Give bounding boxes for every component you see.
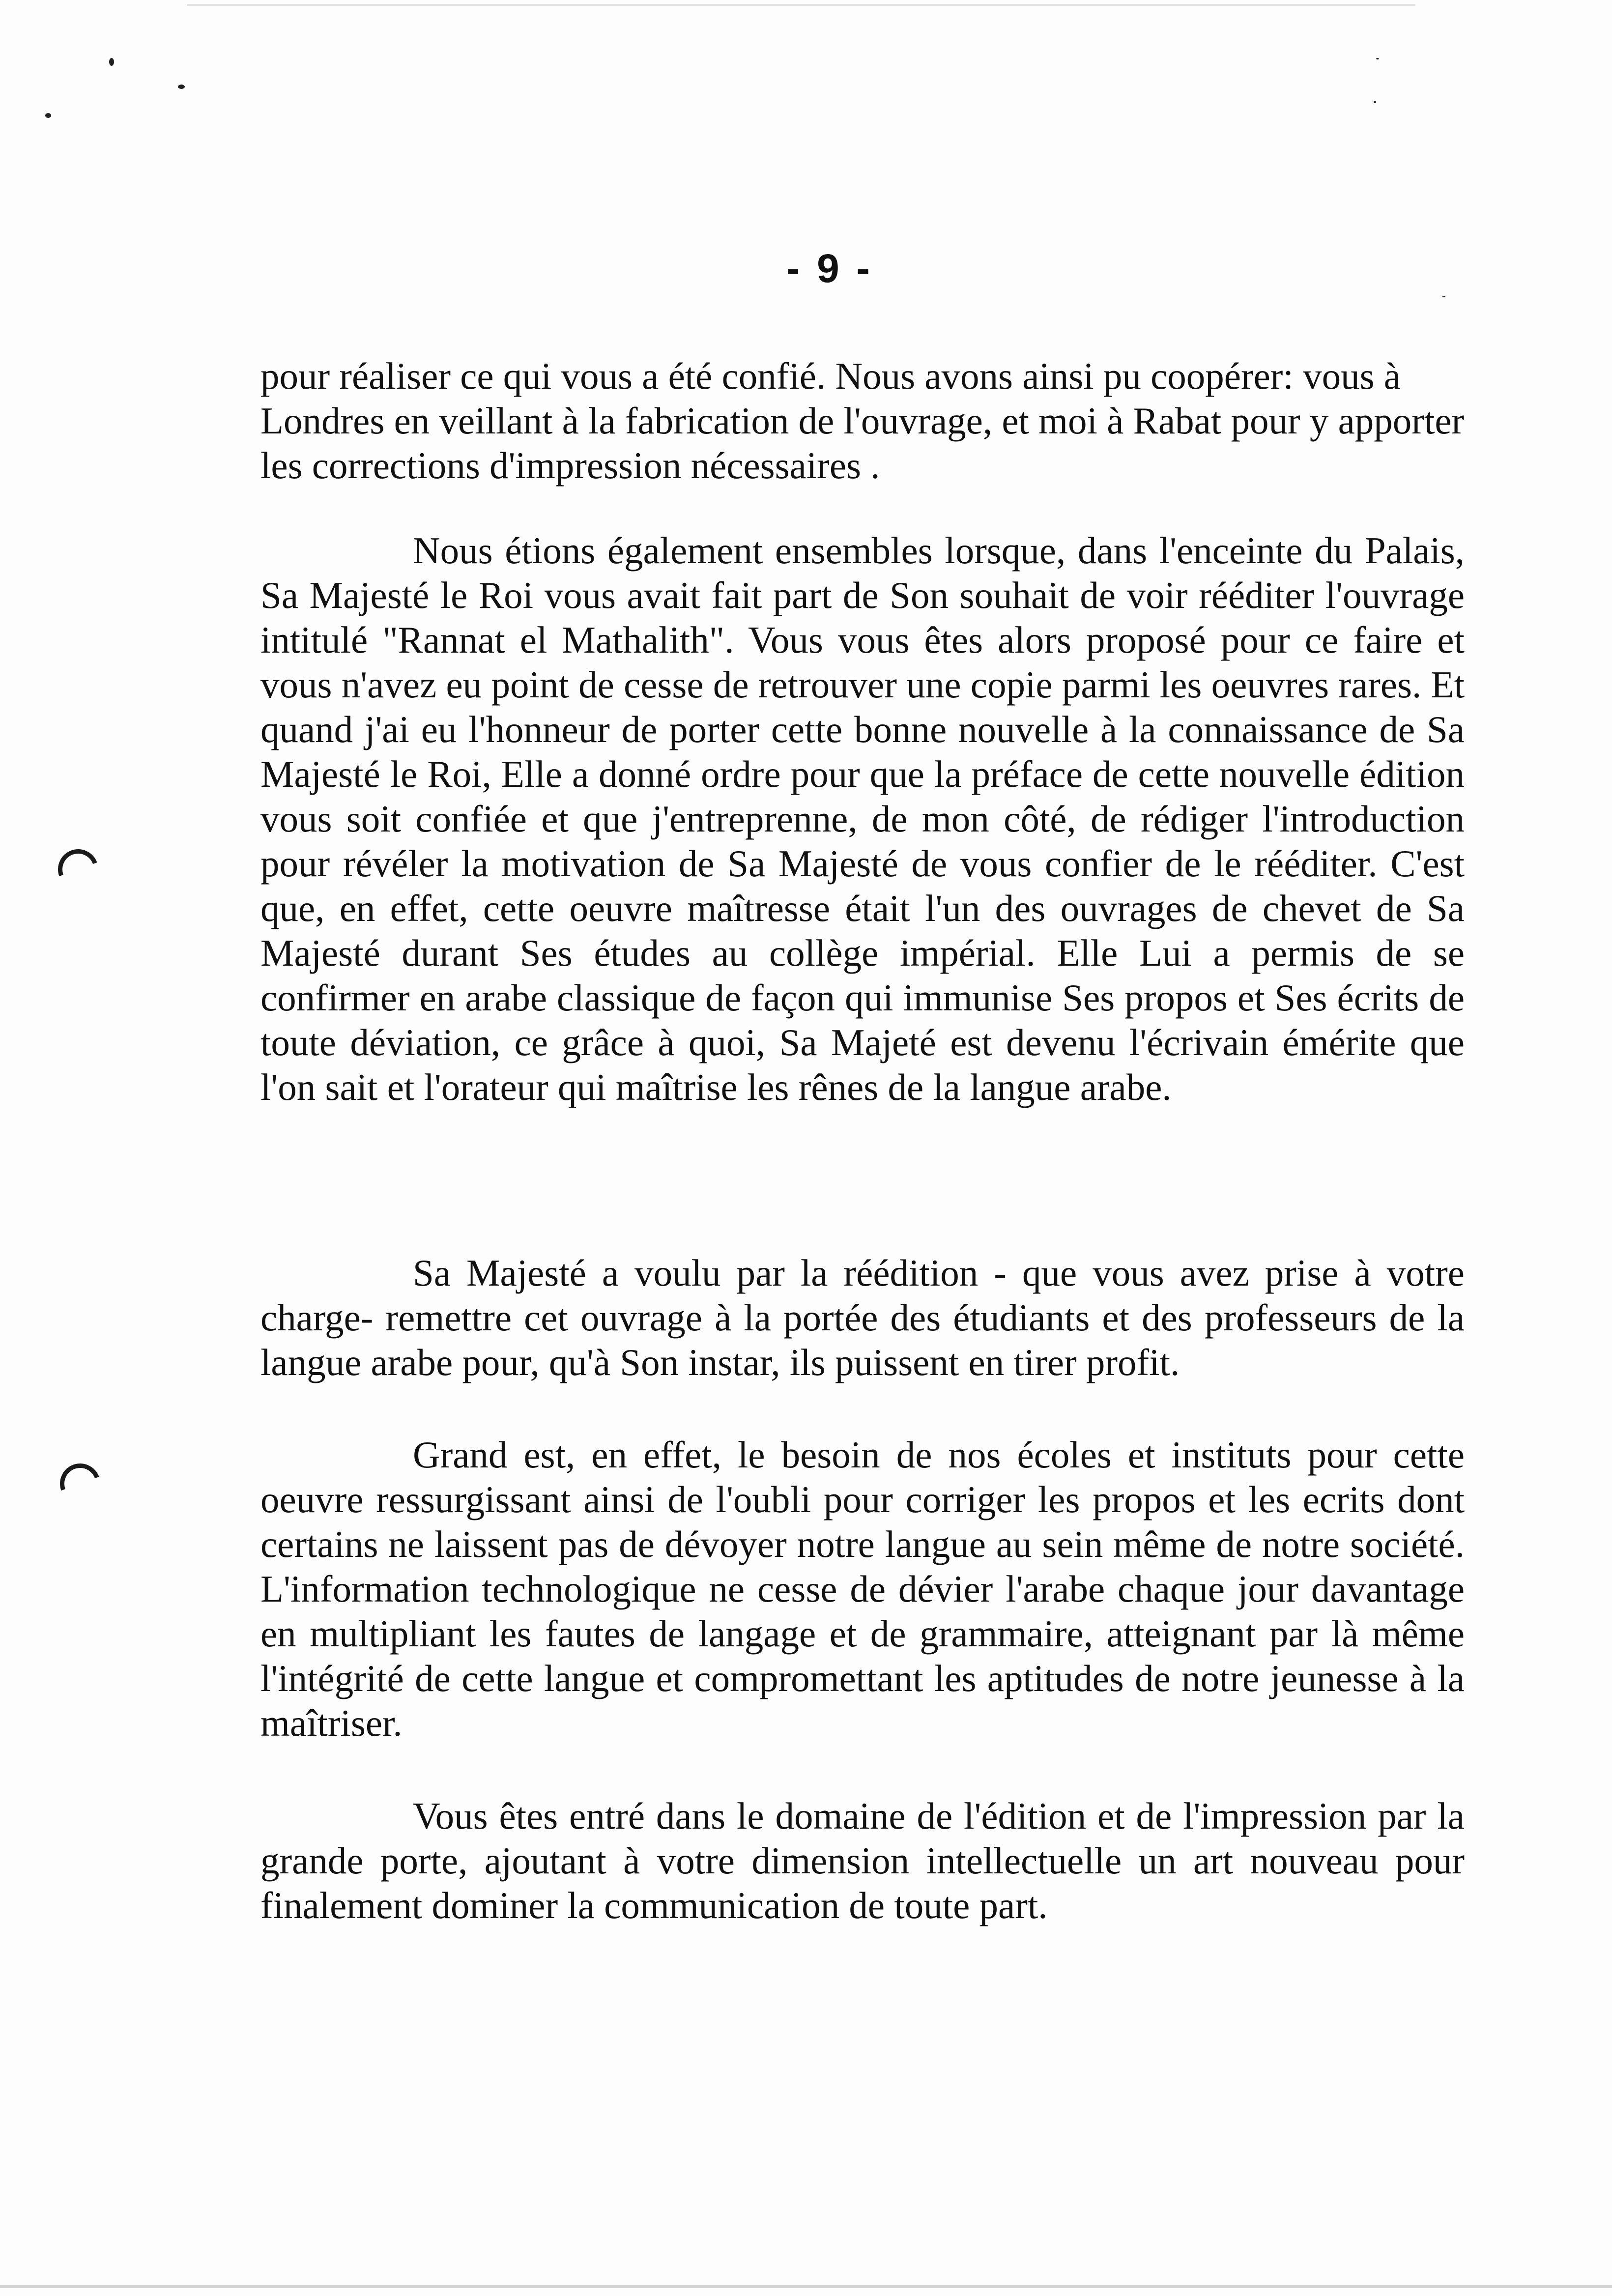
scan-speck	[109, 58, 114, 66]
page-number: - 9 -	[786, 246, 873, 291]
paragraph-4: Grand est, en effet, le besoin de nos écoles et instituts pour cette oeuvre ressurgissant ainsi de l'oubli pour corriger les propos et les ecrits dont certains ne laissent pas de dévoyer notre langue au sein même de notre société. L'information technologique ne cesse de dévier l'arabe chaque jour davantage en multipliant les fautes de langage et de grammaire, atteignant par là même l'intégrité de cette langue et compromettant les aptitudes de notre jeunesse à la maîtriser.	[260, 1434, 1465, 1744]
scan-edge-bottom	[0, 2285, 1612, 2288]
paragraph-5: Vous êtes entré dans le domaine de l'édition et de l'impression par la grande porte, ajoutant à votre dimension intellectuelle un art nouveau pour finalement dominer la communication de toute part.	[260, 1795, 1465, 1926]
scan-speck	[1374, 101, 1376, 103]
scan-speck	[178, 85, 185, 89]
paragraph-1: pour réaliser ce qui vous a été confié. Nous avons ainsi pu coopérer: vous à Londres en veillant à la fabrication de l'ouvrage, et moi à Rabat pour y apporter les corrections d'impression nécessaires .	[260, 355, 1465, 487]
scan-speck	[45, 113, 51, 118]
scan-speck	[1442, 296, 1445, 297]
paragraph-2: Nous étions également ensembles lorsque, dans l'enceinte du Palais, Sa Majesté le Roi vous avait fait part de Son souhait de voir rééditer l'ouvrage intitulé "Rannat el Mathalith". Vous vous êtes alors proposé pour ce faire et vous n'avez eu point de cesse de retrouver une copie parmi les oeuvres rares. Et quand j'ai eu l'honneur de porter cette bonne nouvelle à la connaissance de Sa Majesté le Roi, Elle a donné ordre pour que la préface de cette nouvelle édition vous soit confiée et que j'entreprenne, de mon côté, de rédiger l'introduction pour révéler la motivation de Sa Majesté de vous confier de le rééditer. C'est que, en effet, cette oeuvre maîtresse était l'un des ouvrages de chevet de Sa Majesté durant Ses études au collège impérial. Elle Lui a permis de se confirmer en arabe classique de façon qui immunise Ses propos et Ses écrits de toute déviation, ce grâce à quoi, Sa Majeté est devenu l'écrivain émérite que l'on sait et l'orateur qui maîtrise les rênes de la langue arabe.	[260, 529, 1465, 1108]
punch-hole-mark	[54, 1457, 107, 1511]
scan-edge-top	[187, 4, 1415, 6]
punch-hole-mark	[52, 843, 105, 896]
paragraph-3: Sa Majesté a voulu par la réédition - que vous avez prise à votre charge- remettre cet ouvrage à la portée des étudiants et des professeurs de la langue arabe pour, qu'à Son instar, ils puissent en tirer profit.	[260, 1252, 1465, 1383]
scan-speck	[1376, 58, 1379, 59]
